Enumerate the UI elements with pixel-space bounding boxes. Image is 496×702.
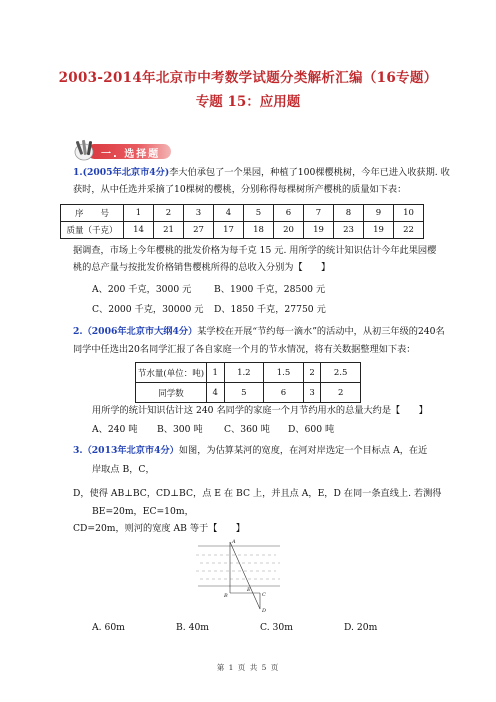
segment-ad [230, 542, 260, 609]
table-cell: 18 [244, 222, 274, 239]
q3-line4: BE=20m，EC=10m， [92, 506, 194, 517]
table-cell: 序 号 [61, 205, 124, 222]
q1-line4: 桃的总产量与按批发价格销售樱桃所得的总收入分别为【 】 [73, 262, 331, 273]
table-cell: 22 [394, 222, 424, 239]
document-title: 2003-2014年北京市中考数学试题分类解析汇编（16专题） [58, 70, 438, 86]
table-cell: 2 [154, 205, 184, 222]
table-cell: 14 [124, 222, 154, 239]
table-cell: 10 [394, 205, 424, 222]
q3-text1: 如图，为估算某河的宽度，在河对岸选定一个目标点 A，在近 [178, 445, 428, 456]
table-cell: 20 [274, 222, 304, 239]
page-number: 第 1 页 共 5 页 [216, 663, 280, 672]
table-row [136, 383, 361, 403]
q1-option-b: B、1900 千克，28500 元 [214, 284, 326, 295]
table-cell: 21 [154, 222, 184, 239]
q1-table [60, 204, 424, 239]
point-e-label: E [247, 587, 251, 593]
table-cell: 5 [224, 383, 264, 403]
q1-line3: 据调查，市场上今年樱桃的批发价格为每千克 15 元. 用所学的统计知识估计今年此果园樱 [73, 245, 437, 256]
table-cell: 质量（千克） [61, 222, 124, 239]
table-row [61, 222, 424, 239]
q1-option-a: A、200 千克，3000 元 [92, 284, 192, 295]
q2-line1 [73, 325, 445, 338]
section-header [73, 138, 183, 162]
table-row [136, 363, 361, 383]
q2-table [135, 362, 361, 403]
table-cell: 5 [244, 205, 274, 222]
point-d-label: D [262, 608, 267, 613]
section-pens-icon [73, 138, 99, 162]
table-cell: 9 [364, 205, 394, 222]
q3-option-d: D. 20m [344, 622, 378, 633]
q2-option-c: C、360 吨 [224, 424, 270, 435]
table-cell: 6 [274, 205, 304, 222]
q3-line5: CD=20m，则河的宽度 AB 等于【 】 [73, 523, 245, 534]
q3-source: 3.（2013年北京市4分） [73, 445, 179, 456]
table-cell: 2.5 [321, 363, 361, 383]
table-cell: 27 [184, 222, 214, 239]
table-cell: 17 [214, 222, 244, 239]
q3-option-c: C. 30m [260, 622, 293, 633]
q1-text1: 李大伯承包了一个果园，种植了100棵樱桃树，今年已进入收获期. 收 [169, 167, 450, 178]
table-cell: 3 [303, 383, 321, 403]
table-cell: 1 [207, 363, 225, 383]
table-cell: 4 [214, 205, 244, 222]
table-cell: 1 [124, 205, 154, 222]
table-cell: 19 [304, 222, 334, 239]
table-cell: 7 [304, 205, 334, 222]
table-cell: 1.2 [224, 363, 264, 383]
table-row [61, 205, 424, 222]
q2-source: 2.（2006年北京市大纲4分） [73, 326, 198, 337]
table-cell: 8 [334, 205, 364, 222]
table-cell: 2 [321, 383, 361, 403]
table-cell: 节水量(单位：吨) [136, 363, 207, 383]
point-c-label: C [262, 592, 266, 598]
q3-option-b: B. 40m [176, 622, 209, 633]
q1-line1 [73, 166, 450, 179]
table-cell: 同学数 [136, 383, 207, 403]
table-cell: 1.5 [264, 363, 304, 383]
q3-option-a: A. 60m [92, 622, 125, 633]
q2-line3: 用所学的统计知识估计这 240 名同学的家庭一个月节约用水的总量大约是【 】 [92, 405, 428, 416]
table-cell: 4 [207, 383, 225, 403]
q1-option-d: D、1850 千克，27750 元 [214, 304, 326, 315]
table-cell: 3 [184, 205, 214, 222]
q1-option-c: C、2000 千克，30000 元 [92, 304, 204, 315]
table-cell: 23 [334, 222, 364, 239]
river-width-figure [196, 537, 282, 613]
q1-line2: 获时，从中任选并采摘了10棵树的樱桃，分别称得每棵树所产樱桃的质量如下表： [73, 184, 407, 195]
q3-line3: D，使得 AB⊥BC，CD⊥BC，点 E 在 BC 上，并且点 A，E，D 在同一条直线上. 若测得 [73, 488, 442, 499]
q2-option-a: A、240 吨 [92, 424, 138, 435]
q1-source: 1.(2005年北京市4分) [73, 167, 170, 178]
table-cell: 19 [364, 222, 394, 239]
q2-text1: 某学校在开展“节约每一滴水”的活动中，从初三年级的240名 [197, 326, 445, 337]
q2-option-b: B、300 吨 [157, 424, 203, 435]
q2-option-d: D、600 吨 [288, 424, 335, 435]
point-b-label: B [224, 593, 228, 599]
table-cell: 2 [303, 363, 321, 383]
q3-line2: 岸取点 B，C， [92, 464, 155, 475]
q3-line1 [73, 444, 427, 457]
section-label: 一. 选择题 [101, 149, 161, 160]
document-subtitle: 专题 15：应用题 [195, 94, 301, 110]
q2-line2: 同学中任选出20名同学汇报了各自家庭一个月的节水情况，将有关数据整理如下表： [73, 344, 416, 355]
point-a-label: A [232, 539, 236, 545]
table-cell: 6 [264, 383, 304, 403]
